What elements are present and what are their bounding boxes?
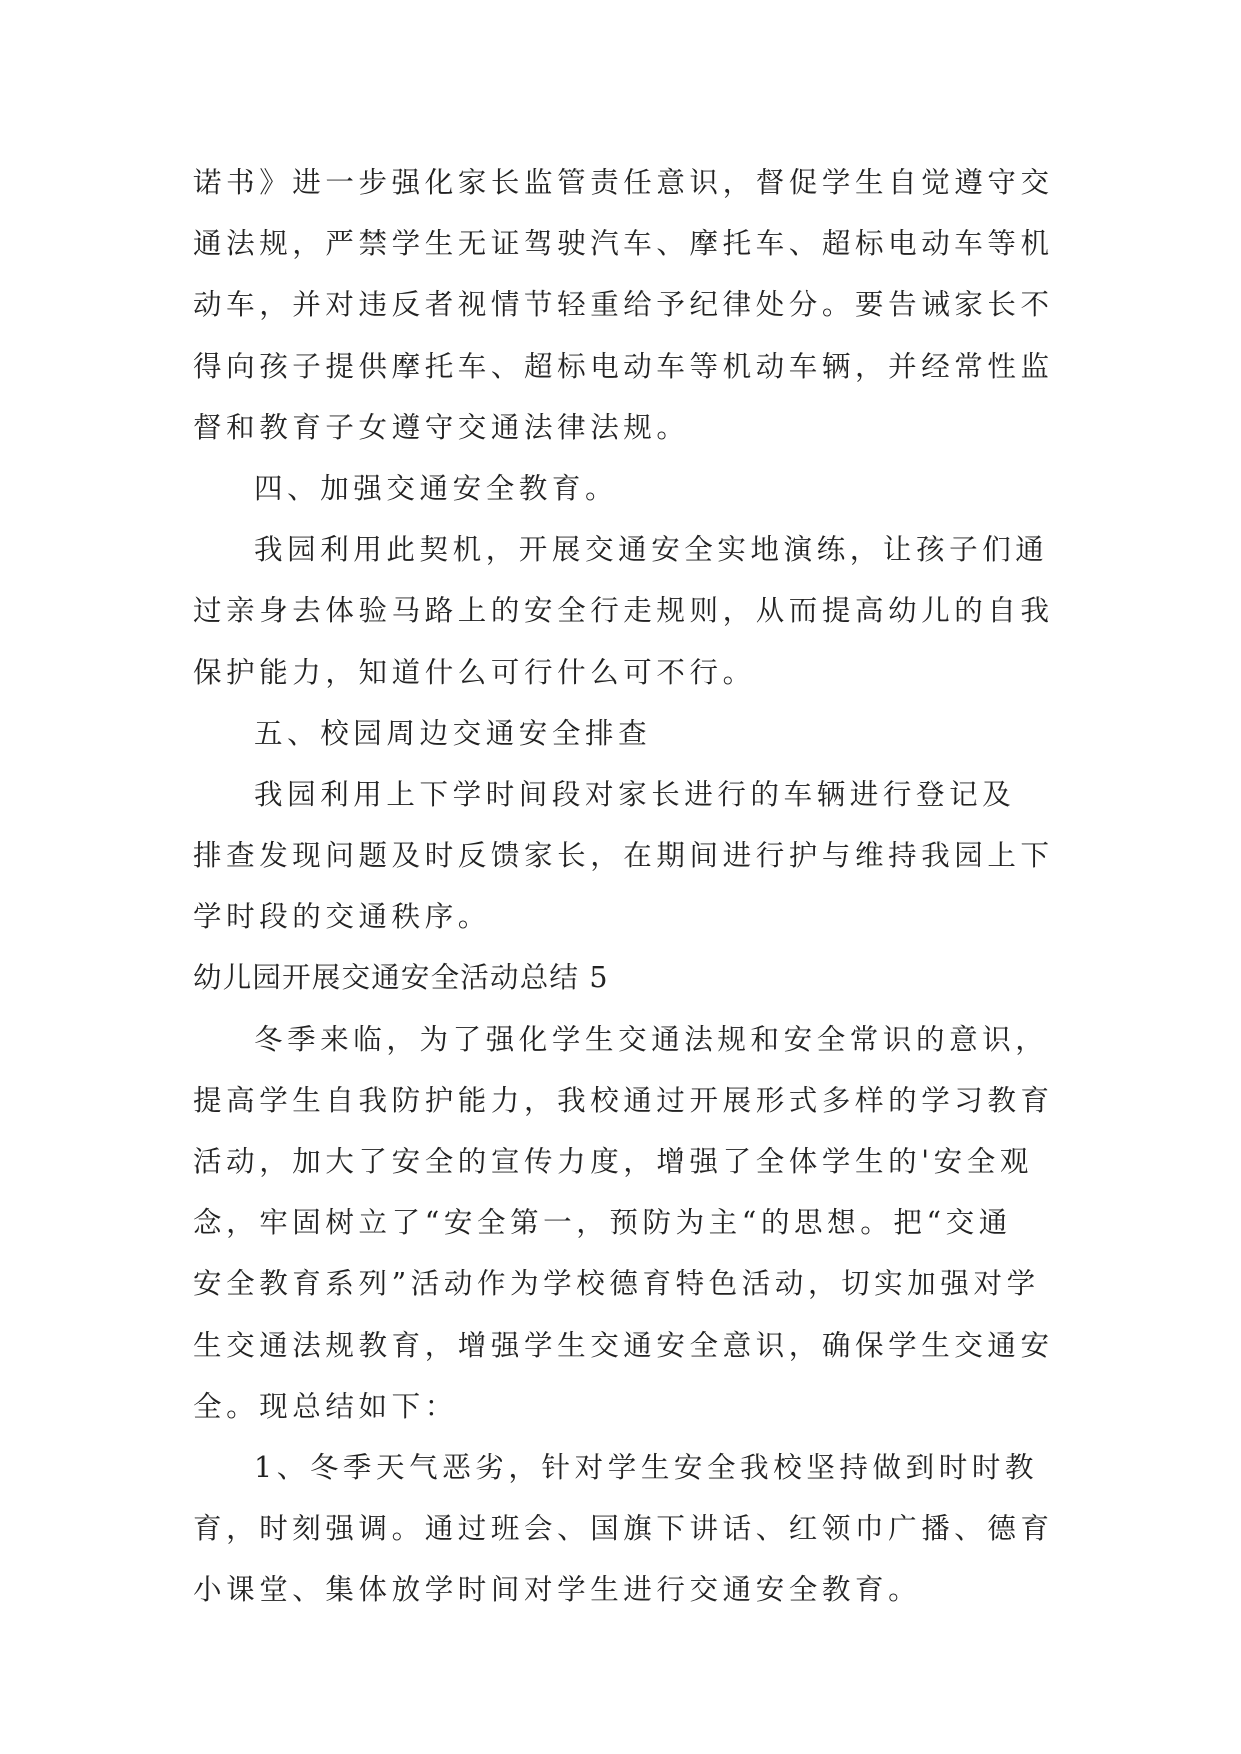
body-text-line: 过亲身去体验马路上的安全行走规则，从而提高幼儿的自我 [193,594,1054,628]
body-text-line: 提高学生自我防护能力，我校通过开展形式多样的学习教育 [193,1083,1054,1117]
body-text-line: 通法规，严禁学生无证驾驶汽车、摩托车、超标电动车等机 [193,227,1054,261]
body-text-line: 小课堂、集体放学时间对学生进行交通安全教育。 [193,1573,922,1607]
section-heading-5: 五、校园周边交通安全排查 [254,716,652,750]
body-text-line: 督和教育子女遵守交通法律法规。 [193,410,690,444]
body-text-line: 生交通法规教育，增强学生交通安全意识，确保学生交通安 [193,1328,1054,1362]
body-text-line: 念，牢固树立了“安全第一，预防为主“的思想。把“交通 [193,1206,1012,1240]
body-text-line: 诺书》进一步强化家长监管责任意识，督促学生自觉遵守交 [193,166,1054,199]
numbered-item-first-line: 1、冬季天气恶劣，针对学生安全我校坚持做到时时教 [254,1450,1039,1484]
body-text-line: 排查发现问题及时反馈家长，在期间进行护与维持我园上下 [193,839,1054,873]
body-text-line: 育，时刻强调。通过班会、国旗下讲话、红领巾广播、德育 [193,1512,1054,1546]
body-text-line: 活动，加大了安全的宣传力度，增强了全体学生的'安全观 [193,1145,1033,1178]
document-body [193,152,1053,1621]
body-text-line: 保护能力，知道什么可行什么可不行。 [193,655,756,689]
body-text-line: 全。现总结如下： [193,1389,458,1423]
body-text-line: 安全教育系列”活动作为学校德育特色活动，切实加强对学 [193,1267,1040,1301]
section-heading-4: 四、加强交通安全教育。 [254,471,619,505]
article-title: 幼儿园开展交通安全活动总结 5 [193,961,609,995]
body-text-line: 学时段的交通秩序。 [193,900,491,934]
paragraph-first-line: 我园利用上下学时间段对家长进行的车辆进行登记及 [254,777,1016,811]
body-text-line: 得向孩子提供摩托车、超标电动车等机动车辆，并经常性监 [193,349,1054,383]
paragraph-first-line: 冬季来临，为了强化学生交通法规和安全常识的意识， [254,1022,1049,1056]
paragraph-first-line: 我园利用此契机，开展交通安全实地演练，让孩子们通 [254,533,1049,567]
body-text-line: 动车，并对违反者视情节轻重给予纪律处分。要告诫家长不 [193,288,1054,322]
